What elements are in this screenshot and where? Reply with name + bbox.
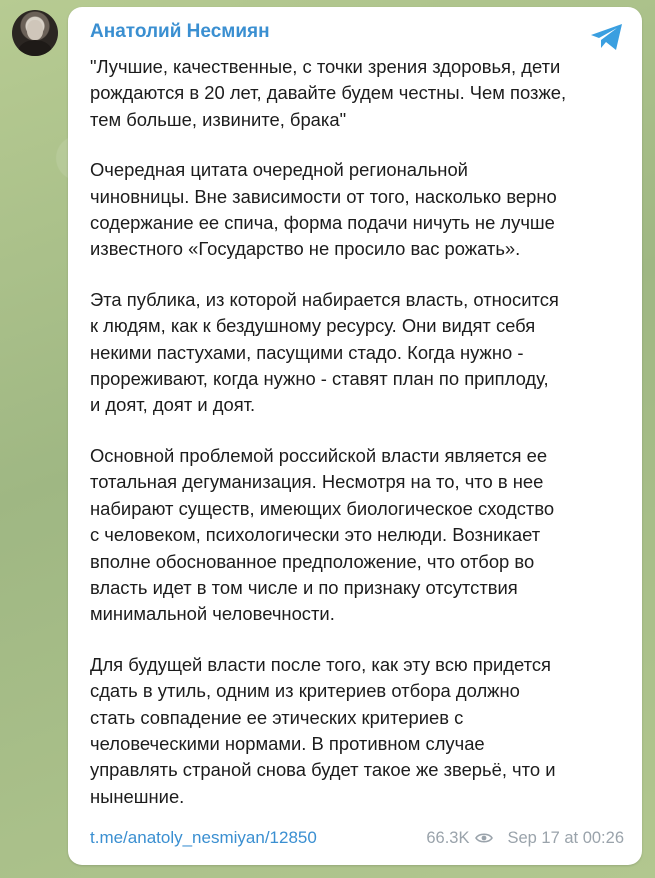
eye-icon [475,832,493,844]
avatar-face-shape [27,20,43,40]
message-paragraph-3: Эта публика, из которой набирается власть, относится к людям, как к бездушному ресурсу. Они видят себя некими пастухами, пасущими стадо. Когда нужно - прореживают, когда нужно - ставят план по приплоду, и доят, доят и доят. [90,288,559,416]
telegram-plane-icon[interactable] [590,23,624,51]
message-footer [90,825,624,851]
message-paragraph-4: Основной проблемой российской власти является ее тотальная дегуманизация. Несмотря на то, что в нее набирают существ, имеющих биологическое сходство с человеком, психологически это нелюди. Возникает вполне обоснованное предположение, что отбор во власть идет в том числе и по признаку отсутствия минимальной человечности. [90,444,555,625]
post-link[interactable]: t.me/anatoly_nesmiyan/12850 [90,828,317,847]
avatar-shoulders-shape [18,40,52,56]
view-count: 66.3K [426,828,470,847]
message-paragraph-5: Для будущей власти после того, как эту всю придется сдать в утиль, одним из критериев отбора должно стать совпадение ее этических критериев с человеческими нормами. В противном случае управлять страной снова будет такое же зверьё, что и нынешние. [90,653,556,807]
message-bubble [68,7,642,865]
message-text [90,54,626,834]
message-meta [426,829,624,848]
channel-avatar[interactable] [12,10,58,56]
message-paragraph-1: "Лучшие, качественные, с точки зрения здоровья, дети рождаются в 20 лет, давайте будем честны. Чем позже, тем больше, извините, брака" [90,56,567,130]
message-timestamp: Sep 17 at 00:26 [507,828,624,847]
message-paragraph-2: Очередная цитата очередной региональной чиновницы. Вне зависимости от того, насколько верно содержание ее спича, форма подачи ничуть не лучше известного «Государство не просило вас рожать». [90,159,557,260]
channel-name[interactable]: Анатолий Несмиян [90,21,270,42]
